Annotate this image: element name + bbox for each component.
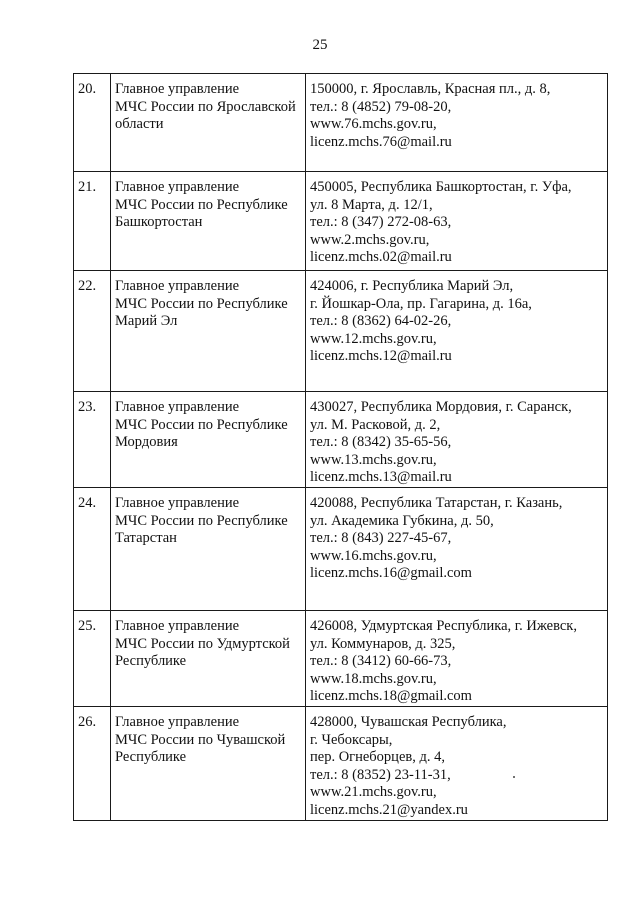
contact-line: тел.: 8 (3412) 60-66-73,	[310, 653, 452, 670]
contact-line: licenz.mchs.13@mail.ru	[310, 469, 452, 486]
contact-line: 428000, Чувашская Республика,	[310, 713, 507, 730]
row-number: 25.	[74, 610, 111, 706]
contact-line: 450005, Республика Башкортостан, г. Уфа,	[310, 179, 572, 195]
organization-name-line: МЧС России по Республике	[115, 416, 288, 433]
organization-name-line: Главное управление	[115, 278, 240, 294]
row-number: 20.	[74, 74, 111, 172]
organization-name-line: МЧС России по Республике	[115, 196, 288, 213]
organization-name	[111, 487, 306, 610]
contact-line: ул. Коммунаров, д. 325,	[310, 635, 456, 652]
organization-name-line: Главное управление	[115, 399, 240, 415]
contact-line: www.21.mchs.gov.ru,	[310, 784, 437, 801]
contact-line: тел.: 8 (8352) 23-11-31,	[310, 766, 451, 783]
contact-line: тел.: 8 (843) 227-45-67,	[310, 530, 452, 547]
contact-line: licenz.mchs.76@mail.ru	[310, 133, 452, 150]
contact-line: 426008, Удмуртская Республика, г. Ижевск,	[310, 617, 577, 634]
contact-line: www.76.mchs.gov.ru,	[310, 116, 437, 133]
organization-name-line: МЧС России по Республике	[115, 512, 288, 529]
organization-name	[111, 74, 306, 172]
organization-name-line: Главное управление	[115, 713, 240, 730]
contact-line: www.13.mchs.gov.ru,	[310, 451, 437, 468]
organization-name-line: Республике	[115, 653, 187, 670]
contact-line: licenz.mchs.12@mail.ru	[310, 348, 452, 365]
contact-line: licenz.mchs.21@yandex.ru	[310, 801, 468, 818]
contact-line: тел.: 8 (8342) 35-65-56,	[310, 434, 452, 451]
contact-line: ул. Академика Губкина, д. 50,	[310, 512, 494, 529]
organization-name	[111, 271, 306, 392]
table-row	[74, 74, 608, 172]
contact-details	[306, 487, 608, 610]
contact-line: тел.: 8 (347) 272-08-63,	[310, 214, 452, 231]
table-row	[74, 271, 608, 392]
organization-name-line: Главное управление	[115, 81, 240, 97]
table-row	[74, 706, 608, 820]
organization-name	[111, 706, 306, 820]
row-number: 26.	[74, 706, 111, 820]
organization-name-line: Главное управление	[115, 179, 240, 195]
contact-details	[306, 74, 608, 172]
contact-line: 424006, г. Республика Марий Эл,	[310, 278, 514, 294]
contact-line: г. Чебоксары,	[310, 731, 393, 748]
organization-name-line: Главное управление	[115, 617, 240, 634]
contact-line: www.16.mchs.gov.ru,	[310, 547, 437, 564]
contact-details	[306, 610, 608, 706]
contact-details	[306, 392, 608, 488]
organization-name-line: Татарстан	[115, 530, 177, 547]
organization-name-line: Марий Эл	[115, 313, 178, 330]
table-row	[74, 392, 608, 488]
contact-line: ул. М. Расковой, д. 2,	[310, 416, 441, 433]
row-number: 21.	[74, 172, 111, 271]
contact-line: тел.: 8 (8362) 64-02-26,	[310, 313, 452, 330]
contact-line: г. Йошкар-Ола, пр. Гагарина, д. 16а,	[310, 295, 532, 312]
contact-line: www.18.mchs.gov.ru,	[310, 670, 437, 687]
row-number: 23.	[74, 392, 111, 488]
contact-line: www.12.mchs.gov.ru,	[310, 330, 437, 347]
organization-name-line: МЧС России по Удмуртской	[115, 635, 290, 652]
contact-line: пер. Огнеборцев, д. 4,	[310, 749, 445, 766]
organization-name	[111, 392, 306, 488]
row-number: 24.	[74, 487, 111, 610]
contact-line: ул. 8 Марта, д. 12/1,	[310, 196, 433, 213]
organization-name-line: Мордовия	[115, 434, 178, 451]
table-row	[74, 487, 608, 610]
contact-details	[306, 172, 608, 271]
organization-name-line: Республике	[115, 749, 187, 766]
contact-line: www.2.mchs.gov.ru,	[310, 231, 430, 248]
row-number: 22.	[74, 271, 111, 392]
contact-details	[306, 706, 608, 820]
contact-details	[306, 271, 608, 392]
page-number: 25	[312, 37, 328, 53]
contact-line: тел.: 8 (4852) 79-08-20,	[310, 98, 452, 115]
organization-name-line: МЧС России по Республике	[115, 295, 288, 312]
organization-name-line: области	[115, 116, 164, 133]
contact-line: 420088, Республика Татарстан, г. Казань,	[310, 494, 563, 511]
table-row	[74, 172, 608, 271]
table-row	[74, 610, 608, 706]
organization-name-line: Башкортостан	[115, 214, 203, 231]
organization-name-line: МЧС России по Чувашской	[115, 731, 286, 748]
organization-name	[111, 172, 306, 271]
organization-name-line: Главное управление	[115, 494, 240, 511]
organization-name	[111, 610, 306, 706]
contact-line: licenz.mchs.02@mail.ru	[310, 249, 452, 266]
organization-name-line: МЧС России по Ярославской	[115, 98, 296, 115]
organizations-table	[73, 73, 608, 821]
scan-speck	[513, 776, 515, 778]
contact-line: 150000, г. Ярославль, Красная пл., д. 8,	[310, 81, 551, 97]
contact-line: licenz.mchs.16@gmail.com	[310, 565, 472, 582]
contact-line: 430027, Республика Мордовия, г. Саранск,	[310, 399, 572, 415]
contact-line: licenz.mchs.18@gmail.com	[310, 688, 472, 705]
table-body	[74, 74, 608, 821]
